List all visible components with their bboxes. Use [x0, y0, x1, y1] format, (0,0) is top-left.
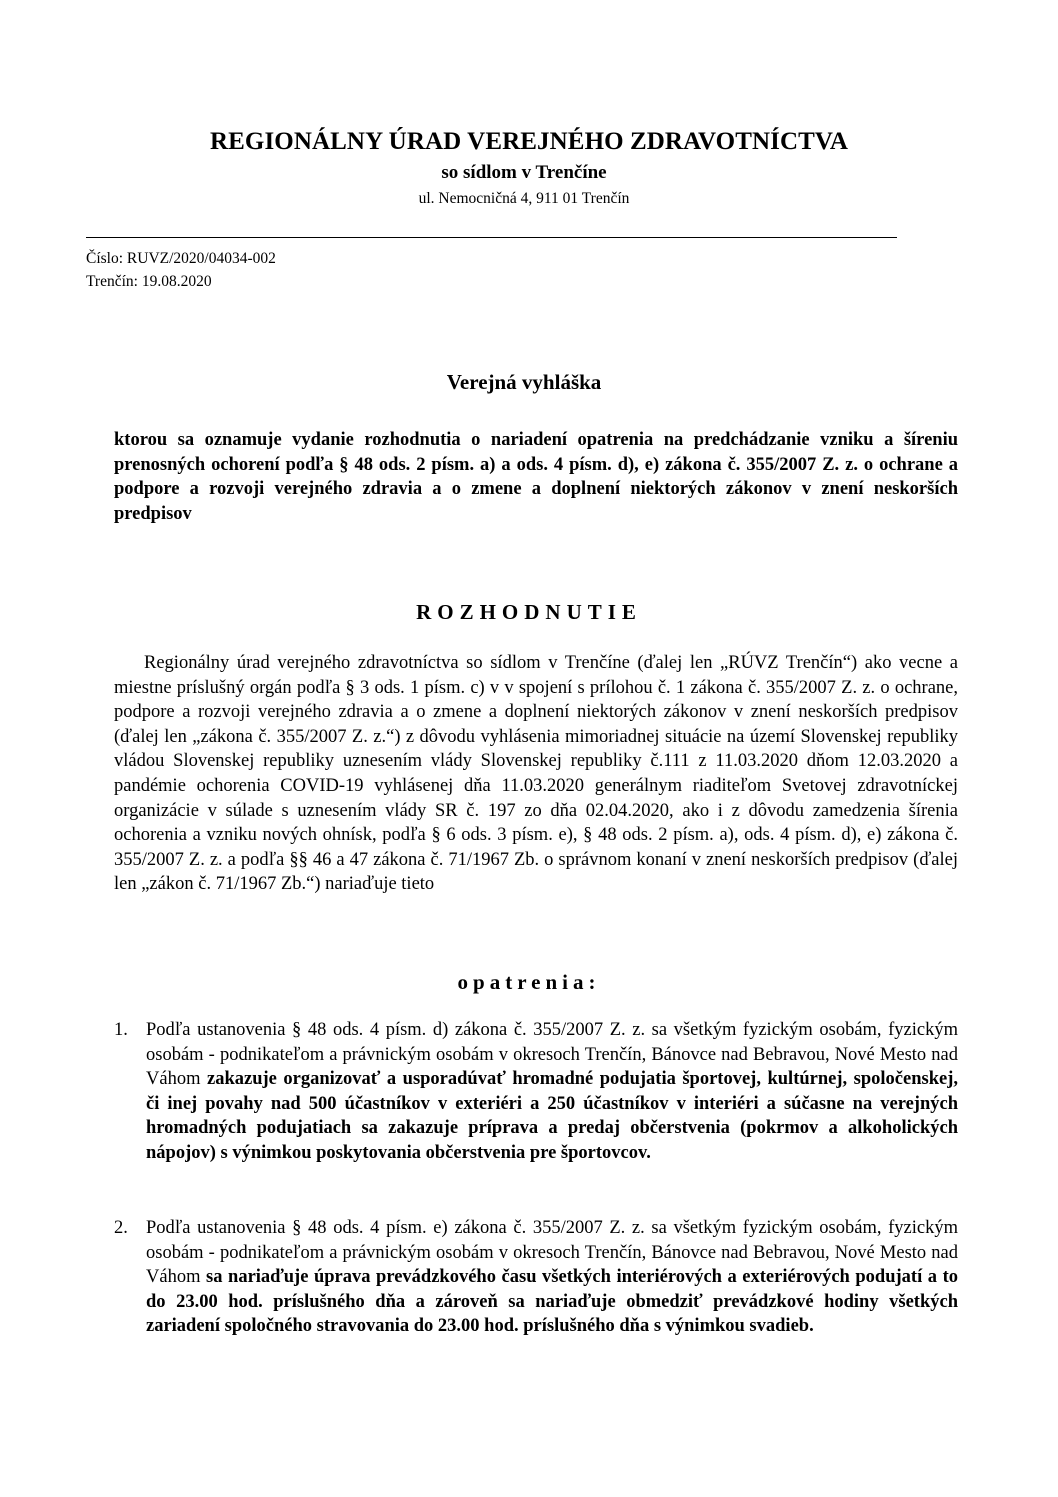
measure-number: 2.	[114, 1218, 128, 1238]
header-divider	[86, 237, 897, 238]
office-seat-subheading: so sídlom v Trenčíne	[441, 162, 607, 183]
document-date: Trenčín: 19.08.2020	[86, 273, 212, 290]
measure-item	[114, 1216, 958, 1339]
measure-text	[146, 1216, 958, 1339]
measure-bold-text: zakazuje organizovať a usporadúvať hromadné podujatia športovej, kultúrnej, spoločenskej, či inej povahy nad 500 účastníkov v exteriéri a 250 účastníkov v interiéri a súčasne na verejných hromadných podujatiach sa zakazuje príprava a predaj občerstvenia (pokrmov a alkoholických nápojov) s výnimkou poskytovania občerstvenia pre športovcov.	[146, 1069, 958, 1163]
notice-title: Verejná vyhláška	[446, 370, 602, 394]
office-address: ul. Nemocničná 4, 911 01 Trenčín	[418, 190, 630, 207]
measure-text	[146, 1018, 958, 1166]
decision-body: Regionálny úrad verejného zdravotníctva so sídlom v Trenčíne (ďalej len „RÚVZ Trenčín“) ako vecne a miestne príslušný orgán podľa § 3 ods. 1 písm. c) v v spojení s prílohou č. 1 zákona č. 355/2007 Z. z. o ochrane, podpore a rozvoji verejného zdravia a o zmene a doplnení niektorých zákonov v znení neskorších predpisov (ďalej len „zákona č. 355/2007 Z. z.“) z dôvodu vyhlásenia mimoriadnej situácie na území Slovenskej republiky vládou Slovenskej republiky uznesením vlády Slovenskej republiky č.111 z 11.03.2020 dňom 12.03.2020 a pandémie ochorenia COVID-19 vyhlásenej dňa 11.03.2020 generálnym riaditeľom Svetovej zdravotníckej organizácie v súlade s uznesením vlády SR č. 197 zo dňa 02.04.2020, ako i z dôvodu zamedzenia šírenia ochorenia a vzniku nových ohnísk, podľa § 6 ods. 3 písm. e), § 48 ods. 2 písm. a), ods. 4 písm. d), e) zákona č. 355/2007 Z. z. a podľa §§ 46 a 47 zákona č. 71/1967 Zb. o správnom konaní v znení neskorších predpisov (ďalej len „zákon č. 71/1967 Zb.“) nariaďuje tieto	[114, 653, 958, 895]
measure-plain-text: Podľa ustanovenia § 48 ods. 4 písm. d) zákona č. 355/2007 Z. z. sa všetkým fyzickým osobám, fyzickým osobám - podnikateľom a právnickým osobám v okresoch Trenčín, Bánovce nad Bebravou, Nové Mesto nad Váhom	[146, 1020, 958, 1090]
measure-plain-text: Podľa ustanovenia § 48 ods. 4 písm. e) zákona č. 355/2007 Z. z. sa všetkým fyzickým osobám, fyzickým osobám - podnikateľom a právnickým osobám v okresoch Trenčín, Bánovce nad Bebravou, Nové Mesto nad Váhom	[146, 1218, 958, 1288]
document-number: Číslo: RUVZ/2020/04034-002	[86, 250, 276, 267]
decision-title: ROZHODNUTIE	[416, 600, 642, 624]
measure-bold-text: sa nariaďuje úprava prevádzkového času všetkých interiérových a exteriérových podujatí a to do 23.00 hod. príslušného dňa a zároveň sa nariaďuje obmedziť prevádzkové hodiny všetkých zariadení spoločného stravovania do 23.00 hod. príslušného dňa s výnimkou svadieb.	[146, 1267, 958, 1337]
measure-number: 1.	[114, 1020, 128, 1040]
notice-intro: ktorou sa oznamuje vydanie rozhodnutia o nariadení opatrenia na predchádzanie vzniku a šíreniu prenosných ochorení podľa § 48 ods. 2 písm. a) a ods. 4 písm. d), e) zákona č. 355/2007 Z. z. o ochrane a podpore a rozvoji verejného zdravia a o zmene a doplnení niektorých zákonov v znení neskorších predpisov	[114, 430, 958, 524]
measures-title: opatrenia:	[457, 970, 601, 994]
office-name-heading: REGIONÁLNY ÚRAD VEREJNÉHO ZDRAVOTNÍCTVA	[210, 128, 848, 155]
measure-item	[114, 1018, 958, 1166]
